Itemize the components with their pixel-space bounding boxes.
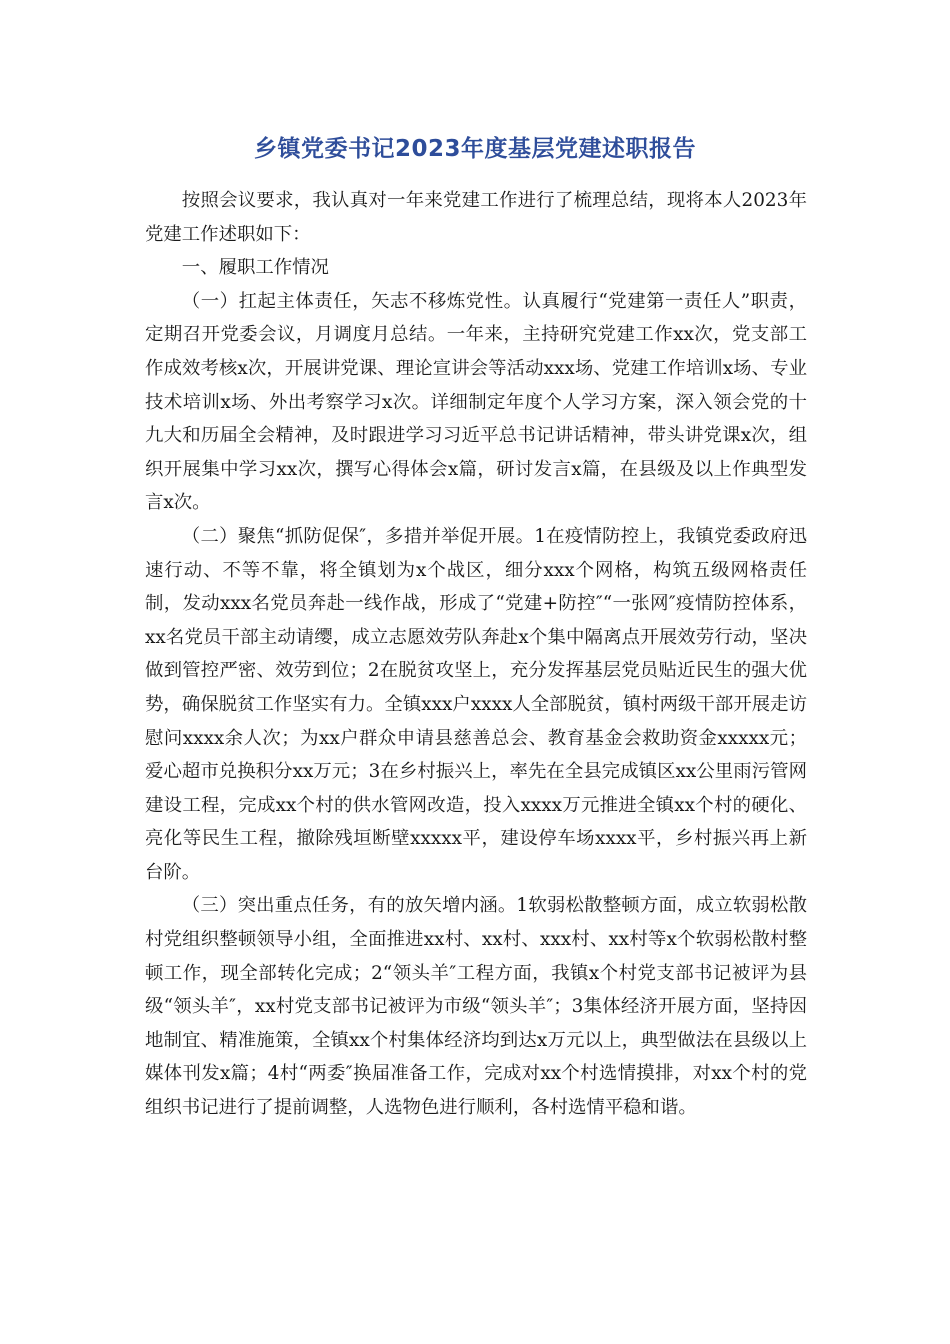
document-title: 乡镇党委书记2023年度基层党建述职报告: [253, 136, 696, 162]
paragraph-intro: 按照会议要求，我认真对一年来党建工作进行了梳理总结，现将本人2023年党建工作述职如下：: [145, 190, 807, 245]
paragraph-responsibility: （一）扛起主体责任，矢志不移炼党性。认真履行“党建第一责任人”职责，定期召开党委会议，月调度月总结。一年来，主持研究党建工作xx次，党支部工作成效考核x次，开展讲党课、理论宣讲会等活动xxx场、党建工作培训x场、专业技术培训x场、外出考察学习x次。详细制定年度个人学习方案，深入领会党的十九大和历届全会精神，及时跟进学习习近平总书记讲话精神，带头讲党课x次，组织开展集中学习xx次，撰写心得体会x篇，研讨发言x篇，在县级及以上作典型发言x次。: [145, 290, 807, 514]
paragraph-prevention: （二）聚焦“抓防促保″，多措并举促开展。1在疫情防控上，我镇党委政府迅速行动、不等不靠，将全镇划为x个战区，细分xxx个网格，构筑五级网格责任制，发动xxx名党员奔赴一线作战，形成了“党建+防控″“一张网″疫情防控体系，xx名党员干部主动请缨，成立志愿效劳队奔赴x个集中隔离点开展效劳行动，坚决做到管控严密、效劳到位；2在脱贫攻坚上，充分发挥基层党员贴近民生的强大优势，确保脱贫工作坚实有力。全镇xxx户xxxx人全部脱贫，镇村两级干部开展走访慰问xxxx余人次；为xx户群众申请县慈善总会、教育基金会救助资金xxxxx元；爱心超市兑换积分xx万元；3在乡村振兴上，率先在全县完成镇区xx公里雨污管网建设工程，完成xx个村的供水管网改造，投入xxxx万元推进全镇xx个村的硬化、亮化等民生工程，撤除残垣断壁xxxxx平，建设停车场xxxx平，乡村振兴再上新台阶。: [145, 525, 807, 883]
document-body: [145, 184, 807, 1125]
section-heading: 一、履职工作情况: [181, 257, 329, 279]
paragraph-key-tasks: （三）突出重点任务，有的放矢增内涵。1软弱松散整顿方面，成立软弱松散村党组织整顿领导小组，全面推进xx村、xx村、xxx村、xx村等x个软弱松散村整顿工作，现全部转化完成；2“领头羊″工程方面，我镇x个村党支部书记被评为县级“领头羊″，xx村党支部书记被评为市级“领头羊″；3集体经济开展方面，坚持因地制宜、精准施策，全镇xx个村集体经济均到达x万元以上，典型做法在县级以上媒体刊发x篇；4村“两委″换届准备工作，完成对xx个村选情摸排，对xx个村的党组织书记进行了提前调整，人选物色进行顺利，各村选情平稳和谐。: [145, 895, 807, 1119]
